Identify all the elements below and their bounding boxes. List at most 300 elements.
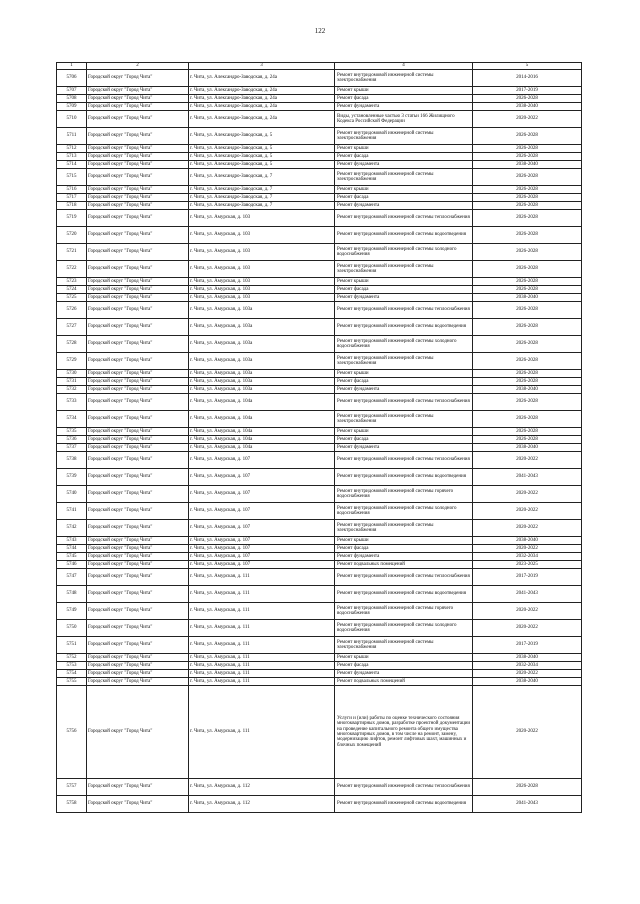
table-row — [57, 537, 582, 545]
cell-municipality: Городской округ "Город Чита" — [87, 654, 189, 662]
cell-period: 2026-2028 — [473, 169, 582, 186]
cell-number: 5732 — [57, 386, 87, 394]
cell-number: 5740 — [57, 486, 87, 503]
table-row — [57, 520, 582, 537]
table-row — [57, 603, 582, 620]
cell-work-type: Ремонт фундамента — [335, 553, 473, 561]
cell-work-type: Ремонт внутридомовой инженерной системы электроснабжения — [335, 169, 473, 186]
cell-period: 2026-2028 — [473, 95, 582, 103]
table-row — [57, 70, 582, 87]
cell-work-type: Ремонт фасада — [335, 662, 473, 670]
table-row — [57, 654, 582, 662]
table-row — [57, 186, 582, 194]
cell-address: г. Чита, ул. Александро-Заводская, д. 7 — [189, 169, 335, 186]
table-row — [57, 545, 582, 553]
cell-address: г. Чита, ул. Александро-Заводская, д. 24а — [189, 95, 335, 103]
cell-number: 5743 — [57, 537, 87, 545]
cell-number: 5726 — [57, 302, 87, 319]
cell-number: 5748 — [57, 586, 87, 603]
cell-number: 5733 — [57, 394, 87, 411]
cell-number: 5712 — [57, 145, 87, 153]
cell-period: 2017-2019 — [473, 569, 582, 586]
cell-work-type: Ремонт фундамента — [335, 161, 473, 169]
cell-address: г. Чита, ул. Амурская, д. 104а — [189, 411, 335, 428]
cell-work-type: Ремонт фундамента — [335, 444, 473, 452]
cell-number: 5749 — [57, 603, 87, 620]
cell-work-type: Ремонт крыши — [335, 537, 473, 545]
cell-work-type: Ремонт внутридомовой инженерной системы водоотведения — [335, 319, 473, 336]
cell-number: 5755 — [57, 678, 87, 686]
table-row — [57, 353, 582, 370]
cell-number: 5736 — [57, 436, 87, 444]
cell-work-type: Ремонт фасада — [335, 545, 473, 553]
cell-address: г. Чита, ул. Амурская, д. 111 — [189, 670, 335, 678]
cell-address: г. Чита, ул. Амурская, д. 112 — [189, 796, 335, 813]
cell-number: 5715 — [57, 169, 87, 186]
cell-period: 2038-2040 — [473, 537, 582, 545]
table-row — [57, 452, 582, 469]
cell-municipality: Городской округ "Город Чита" — [87, 194, 189, 202]
table-row — [57, 261, 582, 278]
cell-period: 2020-2022 — [473, 452, 582, 469]
cell-municipality: Городской округ "Город Чита" — [87, 796, 189, 813]
cell-address: г. Чита, ул. Амурская, д. 111 — [189, 603, 335, 620]
cell-period: 2026-2028 — [473, 411, 582, 428]
table-row — [57, 436, 582, 444]
cell-number: 5725 — [57, 294, 87, 302]
cell-municipality: Городской округ "Город Чита" — [87, 553, 189, 561]
cell-period: 2026-2028 — [473, 186, 582, 194]
cell-period: 2038-2040 — [473, 294, 582, 302]
cell-address: г. Чита, ул. Амурская, д. 103 — [189, 286, 335, 294]
cell-work-type: Ремонт крыши — [335, 145, 473, 153]
cell-work-type: Ремонт внутридомовой инженерной системы холодного водоснабжения — [335, 620, 473, 637]
cell-period: 2026-2028 — [473, 319, 582, 336]
cell-work-type: Ремонт внутридомовой инженерной системы теплоснабжения — [335, 210, 473, 227]
cell-period: 2026-2028 — [473, 428, 582, 436]
cell-period: 2026-2028 — [473, 128, 582, 145]
cell-municipality: Городской округ "Город Чита" — [87, 386, 189, 394]
cell-municipality: Городской округ "Город Чита" — [87, 537, 189, 545]
cell-work-type: Услуги и (или) работы по оценке технического состояния многоквартирных домов, разработке проектной документации на проведение капитального ремонта общего имущества многоквартирных домов, в том числе на ремонт, замену, модернизацию лифтов, ремонт лифтовых шахт, машинных и блочных помещений — [335, 686, 473, 779]
cell-municipality: Городской округ "Город Чита" — [87, 161, 189, 169]
table-row — [57, 428, 582, 436]
cell-address: г. Чита, ул. Амурская, д. 111 — [189, 586, 335, 603]
cell-address: г. Чита, ул. Амурская, д. 111 — [189, 637, 335, 654]
cell-period: 2038-2040 — [473, 386, 582, 394]
cell-municipality: Городской округ "Город Чита" — [87, 394, 189, 411]
cell-period: 2026-2028 — [473, 353, 582, 370]
cell-work-type: Ремонт фундамента — [335, 386, 473, 394]
cell-number: 5710 — [57, 111, 87, 128]
table-row — [57, 686, 582, 779]
cell-number: 5741 — [57, 503, 87, 520]
cell-number: 5746 — [57, 561, 87, 569]
cell-number: 5721 — [57, 244, 87, 261]
table-row — [57, 620, 582, 637]
table-row — [57, 278, 582, 286]
cell-municipality: Городской округ "Город Чита" — [87, 620, 189, 637]
table-row — [57, 111, 582, 128]
cell-period: 2020-2022 — [473, 520, 582, 537]
table-row — [57, 319, 582, 336]
cell-period: 2032-2034 — [473, 553, 582, 561]
cell-number: 5739 — [57, 469, 87, 486]
cell-number: 5752 — [57, 654, 87, 662]
cell-number: 5716 — [57, 186, 87, 194]
cell-number: 5717 — [57, 194, 87, 202]
cell-municipality: Городской округ "Город Чита" — [87, 444, 189, 452]
cell-municipality: Городской округ "Город Чита" — [87, 319, 189, 336]
cell-work-type: Ремонт внутридомовой инженерной системы теплоснабжения — [335, 452, 473, 469]
cell-period: 2020-2022 — [473, 620, 582, 637]
table-header-row — [57, 63, 582, 70]
table-row — [57, 87, 582, 95]
cell-period: 2026-2028 — [473, 210, 582, 227]
cell-municipality: Городской округ "Город Чита" — [87, 637, 189, 654]
table-row — [57, 411, 582, 428]
cell-period: 2041-2043 — [473, 796, 582, 813]
cell-address: г. Чита, ул. Амурская, д. 103 — [189, 261, 335, 278]
table-row — [57, 128, 582, 145]
cell-municipality: Городской округ "Город Чита" — [87, 353, 189, 370]
header-col-5: 5 — [473, 63, 582, 70]
cell-work-type: Ремонт внутридомовой инженерной системы водоотведения — [335, 227, 473, 244]
table-row — [57, 670, 582, 678]
cell-number: 5738 — [57, 452, 87, 469]
cell-number: 5753 — [57, 662, 87, 670]
cell-municipality: Городской округ "Город Чита" — [87, 436, 189, 444]
cell-municipality: Городской округ "Город Чита" — [87, 210, 189, 227]
cell-work-type: Ремонт внутридомовой инженерной системы водоотведения — [335, 586, 473, 603]
cell-work-type: Ремонт фасада — [335, 378, 473, 386]
cell-period: 2038-2040 — [473, 444, 582, 452]
cell-number: 5757 — [57, 779, 87, 796]
table-row — [57, 336, 582, 353]
cell-number: 5714 — [57, 161, 87, 169]
cell-municipality: Городской округ "Город Чита" — [87, 294, 189, 302]
cell-work-type: Ремонт крыши — [335, 428, 473, 436]
cell-period: 2017-2019 — [473, 87, 582, 95]
cell-period: 2026-2028 — [473, 261, 582, 278]
cell-address: г. Чита, ул. Амурская, д. 104а — [189, 444, 335, 452]
cell-number: 5713 — [57, 153, 87, 161]
cell-address: г. Чита, ул. Амурская, д. 103 — [189, 227, 335, 244]
cell-work-type: Ремонт внутридомовой инженерной системы холодного водоснабжения — [335, 244, 473, 261]
table-row — [57, 103, 582, 111]
cell-work-type: Ремонт фундамента — [335, 202, 473, 210]
cell-address: г. Чита, ул. Амурская, д. 107 — [189, 452, 335, 469]
table-row — [57, 161, 582, 169]
cell-period: 2026-2028 — [473, 302, 582, 319]
cell-municipality: Городской округ "Город Чита" — [87, 686, 189, 779]
cell-address: г. Чита, ул. Амурская, д. 112 — [189, 779, 335, 796]
cell-number: 5735 — [57, 428, 87, 436]
cell-work-type: Ремонт крыши — [335, 654, 473, 662]
cell-work-type: Ремонт крыши — [335, 186, 473, 194]
cell-period: 2020-2022 — [473, 111, 582, 128]
cell-address: г. Чита, ул. Александро-Заводская, д. 5 — [189, 153, 335, 161]
cell-work-type: Ремонт крыши — [335, 370, 473, 378]
cell-period: 2023-2025 — [473, 561, 582, 569]
cell-municipality: Городской округ "Город Чита" — [87, 169, 189, 186]
cell-period: 2026-2028 — [473, 244, 582, 261]
cell-address: г. Чита, ул. Амурская, д. 111 — [189, 654, 335, 662]
cell-address: г. Чита, ул. Амурская, д. 103а — [189, 370, 335, 378]
table-row — [57, 302, 582, 319]
cell-period: 2026-2028 — [473, 370, 582, 378]
cell-municipality: Городской округ "Город Чита" — [87, 227, 189, 244]
page-number: 122 — [314, 27, 326, 35]
table-row — [57, 469, 582, 486]
table-body — [57, 70, 582, 813]
cell-address: г. Чита, ул. Амурская, д. 103 — [189, 294, 335, 302]
cell-address: г. Чита, ул. Амурская, д. 104а — [189, 394, 335, 411]
capital-repair-table — [56, 62, 582, 813]
cell-work-type: Ремонт внутридомовой инженерной системы теплоснабжения — [335, 569, 473, 586]
cell-work-type: Ремонт фасада — [335, 194, 473, 202]
cell-number: 5727 — [57, 319, 87, 336]
table-row — [57, 678, 582, 686]
cell-municipality: Городской округ "Город Чита" — [87, 520, 189, 537]
cell-municipality: Городской округ "Город Чита" — [87, 370, 189, 378]
cell-period: 2026-2028 — [473, 779, 582, 796]
table-row — [57, 286, 582, 294]
table-row — [57, 145, 582, 153]
table-row — [57, 153, 582, 161]
cell-address: г. Чита, ул. Александро-Заводская, д. 5 — [189, 161, 335, 169]
cell-period: 2026-2028 — [473, 145, 582, 153]
cell-municipality: Городской округ "Город Чита" — [87, 779, 189, 796]
table-row — [57, 386, 582, 394]
cell-municipality: Городской округ "Город Чита" — [87, 186, 189, 194]
cell-period: 2026-2028 — [473, 336, 582, 353]
cell-municipality: Городской округ "Город Чита" — [87, 378, 189, 386]
cell-number: 5706 — [57, 70, 87, 87]
cell-address: г. Чита, ул. Амурская, д. 111 — [189, 662, 335, 670]
cell-municipality: Городской округ "Город Чита" — [87, 545, 189, 553]
table-row — [57, 662, 582, 670]
cell-address: г. Чита, ул. Амурская, д. 107 — [189, 561, 335, 569]
cell-number: 5750 — [57, 620, 87, 637]
cell-address: г. Чита, ул. Александро-Заводская, д. 24а — [189, 87, 335, 95]
cell-municipality: Городской округ "Город Чита" — [87, 87, 189, 95]
cell-period: 2026-2028 — [473, 394, 582, 411]
cell-period: 2032-2034 — [473, 662, 582, 670]
table-row — [57, 553, 582, 561]
table-row — [57, 796, 582, 813]
cell-period: 2020-2022 — [473, 503, 582, 520]
table-row — [57, 202, 582, 210]
cell-address: г. Чита, ул. Амурская, д. 107 — [189, 545, 335, 553]
cell-municipality: Городской округ "Город Чита" — [87, 103, 189, 111]
cell-work-type: Ремонт внутридомовой инженерной системы холодного водоснабжения — [335, 503, 473, 520]
table-row — [57, 503, 582, 520]
cell-period: 2020-2022 — [473, 603, 582, 620]
cell-work-type: Ремонт фасада — [335, 436, 473, 444]
cell-municipality: Городской округ "Город Чита" — [87, 153, 189, 161]
cell-municipality: Городской округ "Город Чита" — [87, 302, 189, 319]
cell-work-type: Ремонт фундамента — [335, 294, 473, 302]
table-row — [57, 561, 582, 569]
table-row — [57, 294, 582, 302]
cell-municipality: Городской округ "Город Чита" — [87, 503, 189, 520]
cell-number: 5718 — [57, 202, 87, 210]
cell-period: 2017-2019 — [473, 637, 582, 654]
cell-municipality: Городской округ "Город Чита" — [87, 561, 189, 569]
table-row — [57, 227, 582, 244]
cell-address: г. Чита, ул. Амурская, д. 103 — [189, 244, 335, 261]
cell-municipality: Городской округ "Город Чита" — [87, 278, 189, 286]
cell-address: г. Чита, ул. Амурская, д. 107 — [189, 520, 335, 537]
cell-work-type: Ремонт внутридомовой инженерной системы электроснабжения — [335, 261, 473, 278]
cell-address: г. Чита, ул. Александро-Заводская, д. 24а — [189, 111, 335, 128]
cell-work-type: Ремонт внутридомовой инженерной системы холодного водоснабжения — [335, 336, 473, 353]
cell-period: 2041-2043 — [473, 586, 582, 603]
cell-number: 5728 — [57, 336, 87, 353]
cell-number: 5719 — [57, 210, 87, 227]
cell-address: г. Чита, ул. Александро-Заводская, д. 5 — [189, 145, 335, 153]
cell-number: 5723 — [57, 278, 87, 286]
cell-municipality: Городской округ "Город Чита" — [87, 469, 189, 486]
cell-work-type: Ремонт подвальных помещений — [335, 678, 473, 686]
cell-address: г. Чита, ул. Амурская, д. 107 — [189, 486, 335, 503]
cell-municipality: Городской округ "Город Чита" — [87, 603, 189, 620]
table-row — [57, 370, 582, 378]
header-col-3: 3 — [189, 63, 335, 70]
cell-number: 5756 — [57, 686, 87, 779]
cell-work-type: Ремонт внутридомовой инженерной системы электроснабжения — [335, 637, 473, 654]
cell-municipality: Городской округ "Город Чита" — [87, 202, 189, 210]
cell-work-type: Ремонт фундамента — [335, 103, 473, 111]
cell-number: 5754 — [57, 670, 87, 678]
cell-address: г. Чита, ул. Амурская, д. 104а — [189, 428, 335, 436]
table-row — [57, 637, 582, 654]
table-row — [57, 569, 582, 586]
cell-municipality: Городской округ "Город Чита" — [87, 244, 189, 261]
cell-work-type: Ремонт крыши — [335, 87, 473, 95]
cell-municipality: Городской округ "Город Чита" — [87, 70, 189, 87]
cell-work-type: Ремонт внутридомовой инженерной системы электроснабжения — [335, 353, 473, 370]
cell-period: 2020-2022 — [473, 545, 582, 553]
cell-period: 2026-2028 — [473, 202, 582, 210]
cell-number: 5751 — [57, 637, 87, 654]
cell-address: г. Чита, ул. Амурская, д. 111 — [189, 678, 335, 686]
cell-address: г. Чита, ул. Амурская, д. 103а — [189, 336, 335, 353]
cell-period: 2020-2022 — [473, 486, 582, 503]
table-row — [57, 378, 582, 386]
cell-number: 5737 — [57, 444, 87, 452]
cell-municipality: Городской округ "Город Чита" — [87, 452, 189, 469]
cell-period: 2026-2028 — [473, 286, 582, 294]
cell-address: г. Чита, ул. Амурская, д. 103а — [189, 302, 335, 319]
cell-work-type: Ремонт внутридомовой инженерной системы теплоснабжения — [335, 302, 473, 319]
cell-address: г. Чита, ул. Амурская, д. 107 — [189, 503, 335, 520]
header-col-1: 1 — [57, 63, 87, 70]
cell-number: 5711 — [57, 128, 87, 145]
cell-address: г. Чита, ул. Амурская, д. 103а — [189, 378, 335, 386]
cell-address: г. Чита, ул. Амурская, д. 103а — [189, 319, 335, 336]
cell-number: 5747 — [57, 569, 87, 586]
cell-work-type: Ремонт внутридомовой инженерной системы электроснабжения — [335, 128, 473, 145]
table-row — [57, 394, 582, 411]
cell-work-type: Ремонт внутридомовой инженерной системы электроснабжения — [335, 411, 473, 428]
cell-address: г. Чита, ул. Александро-Заводская, д. 7 — [189, 194, 335, 202]
cell-municipality: Городской округ "Город Чита" — [87, 261, 189, 278]
cell-number: 5720 — [57, 227, 87, 244]
cell-period: 2026-2028 — [473, 153, 582, 161]
cell-work-type: Виды, установленные частью 3 статьи 166 Жилищного Кодекса Российской Федерации — [335, 111, 473, 128]
cell-period: 2020-2022 — [473, 670, 582, 678]
cell-number: 5742 — [57, 520, 87, 537]
cell-municipality: Городской округ "Город Чита" — [87, 670, 189, 678]
cell-address: г. Чита, ул. Амурская, д. 103 — [189, 210, 335, 227]
cell-municipality: Городской округ "Город Чита" — [87, 486, 189, 503]
table-row — [57, 169, 582, 186]
header-col-2: 2 — [87, 63, 189, 70]
cell-number: 5745 — [57, 553, 87, 561]
cell-work-type: Ремонт фасада — [335, 286, 473, 294]
cell-address: г. Чита, ул. Александро-Заводская, д. 5 — [189, 128, 335, 145]
cell-work-type: Ремонт внутридомовой инженерной системы теплоснабжения — [335, 394, 473, 411]
cell-number: 5731 — [57, 378, 87, 386]
cell-work-type: Ремонт фундамента — [335, 670, 473, 678]
cell-address: г. Чита, ул. Александро-Заводская, д. 7 — [189, 202, 335, 210]
cell-municipality: Городской округ "Город Чита" — [87, 336, 189, 353]
table-row — [57, 779, 582, 796]
cell-address: г. Чита, ул. Амурская, д. 111 — [189, 686, 335, 779]
cell-address: г. Чита, ул. Амурская, д. 107 — [189, 553, 335, 561]
cell-period: 2026-2028 — [473, 227, 582, 244]
cell-work-type: Ремонт фасада — [335, 153, 473, 161]
cell-work-type: Ремонт подвальных помещений — [335, 561, 473, 569]
cell-municipality: Городской округ "Город Чита" — [87, 95, 189, 103]
cell-work-type: Ремонт внутридомовой инженерной системы электроснабжения — [335, 520, 473, 537]
table-row — [57, 210, 582, 227]
cell-municipality: Городской округ "Город Чита" — [87, 662, 189, 670]
cell-address: г. Чита, ул. Амурская, д. 103 — [189, 278, 335, 286]
cell-municipality: Городской округ "Город Чита" — [87, 128, 189, 145]
cell-number: 5744 — [57, 545, 87, 553]
cell-address: г. Чита, ул. Амурская, д. 103а — [189, 353, 335, 370]
cell-period: 2026-2028 — [473, 378, 582, 386]
cell-period: 2026-2028 — [473, 194, 582, 202]
table-row — [57, 194, 582, 202]
cell-period: 2038-2040 — [473, 103, 582, 111]
cell-address: г. Чита, ул. Амурская, д. 111 — [189, 620, 335, 637]
header-col-4: 4 — [335, 63, 473, 70]
cell-municipality: Городской округ "Город Чита" — [87, 569, 189, 586]
cell-address: г. Чита, ул. Амурская, д. 107 — [189, 469, 335, 486]
cell-work-type: Ремонт внутридомовой инженерной системы водоотведения — [335, 796, 473, 813]
cell-address: г. Чита, ул. Александро-Заводская, д. 24а — [189, 103, 335, 111]
cell-address: г. Чита, ул. Александро-Заводская, д. 7 — [189, 186, 335, 194]
cell-number: 5758 — [57, 796, 87, 813]
cell-address: г. Чита, ул. Амурская, д. 107 — [189, 537, 335, 545]
cell-number: 5722 — [57, 261, 87, 278]
cell-address: г. Чита, ул. Амурская, д. 104а — [189, 436, 335, 444]
cell-municipality: Городской округ "Город Чита" — [87, 145, 189, 153]
cell-period: 2038-2040 — [473, 678, 582, 686]
cell-municipality: Городской округ "Город Чита" — [87, 678, 189, 686]
cell-period: 2026-2028 — [473, 278, 582, 286]
cell-work-type: Ремонт крыши — [335, 278, 473, 286]
cell-period: 2041-2043 — [473, 469, 582, 486]
cell-period: 2038-2040 — [473, 654, 582, 662]
cell-period: 2020-2022 — [473, 686, 582, 779]
cell-number: 5707 — [57, 87, 87, 95]
cell-work-type: Ремонт внутридомовой инженерной системы водоотведения — [335, 469, 473, 486]
